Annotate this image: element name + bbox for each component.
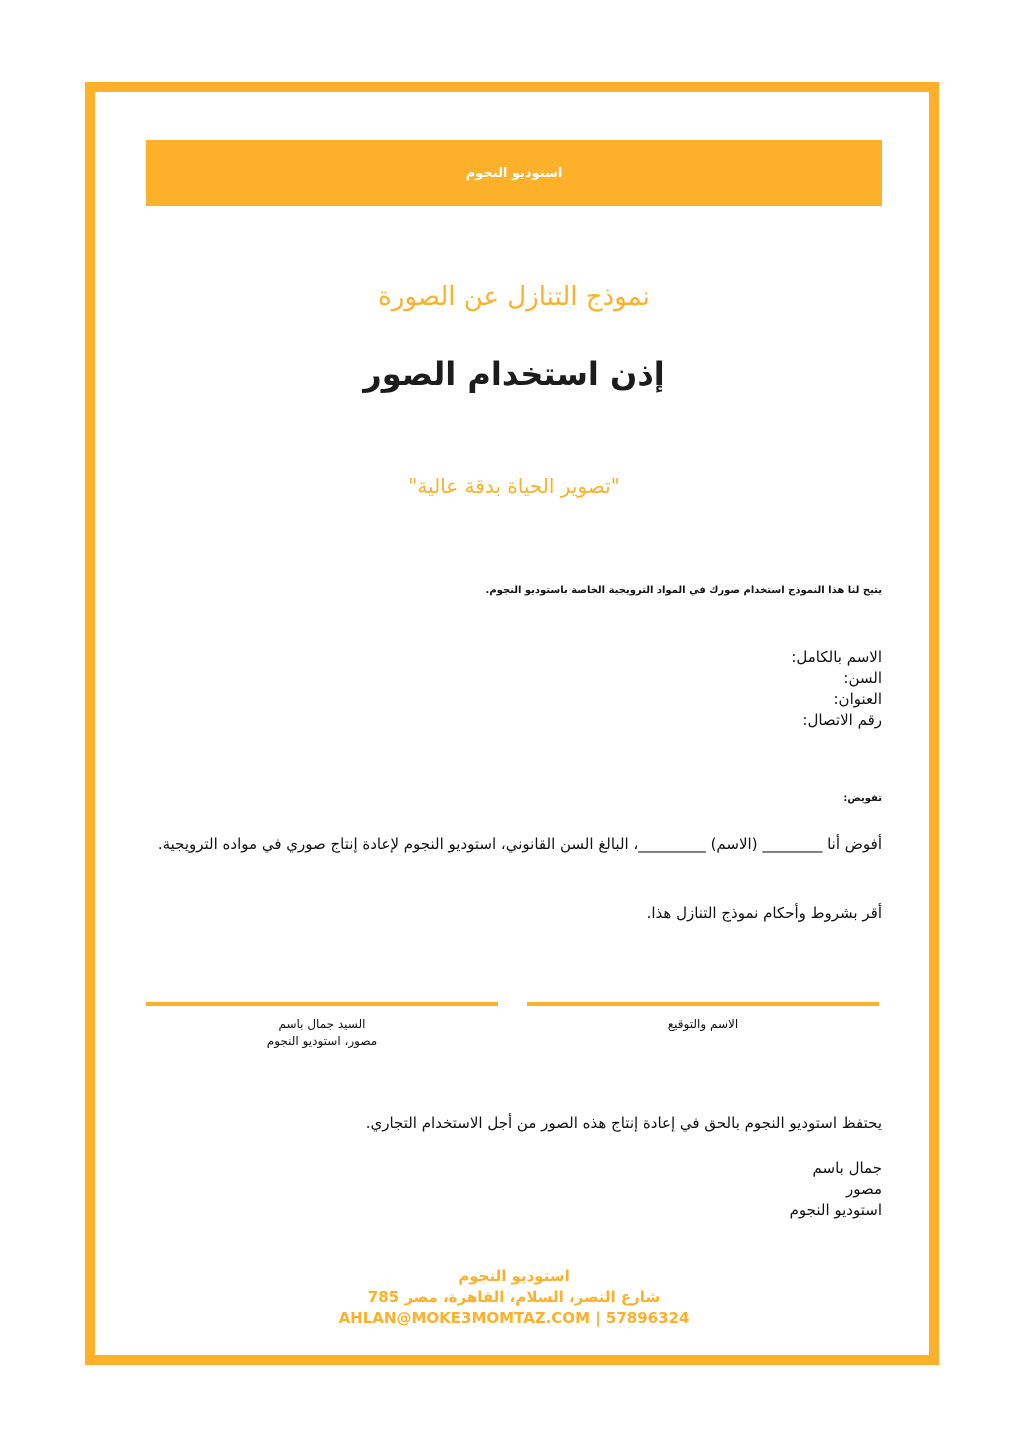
field-phone: رقم الاتصال:: [802, 711, 882, 729]
authorization-text: أفوض أنا ________ (الاسم) _________، البالغ السن القانوني، استوديو النجوم لإعادة إنتاج صوري في مواده الترويجية.: [157, 835, 882, 853]
authorization-label: تفويض:: [843, 793, 882, 804]
client-signature-label: الاسم والتوقيع: [667, 1017, 739, 1031]
field-age: السن:: [843, 669, 882, 687]
client-signature-caption: [527, 1016, 879, 1033]
header-studio-name: استوديو النجوم: [465, 165, 563, 181]
footer: [146, 1266, 882, 1329]
footer-studio-name: استوديو النجوم: [458, 1267, 570, 1285]
photographer-role: مصور، استوديو النجوم: [266, 1034, 378, 1048]
main-title: إذن استخدام الصور: [363, 355, 665, 393]
form-title: نموذج التنازل عن الصورة: [378, 282, 650, 312]
footer-contact: AHLAN@MOKE3MOMTAZ.COM | 57896324: [338, 1309, 690, 1327]
photographer-name: السيد جمال باسم: [278, 1017, 366, 1031]
rights-statement: يحتفظ استوديو النجوم بالحق في إعادة إنتاج هذه الصور من أجل الاستخدام التجاري.: [365, 1114, 882, 1132]
intro-text: يتيح لنا هذا النموذج استخدام صورك في المواد الترويجية الخاصة باستوديو النجوم.: [485, 585, 882, 596]
slogan: "تصوير الحياة بدقة عالية": [408, 474, 620, 498]
agreement-text: أقر بشروط وأحكام نموذج التنازل هذا.: [646, 904, 882, 922]
field-address: العنوان:: [833, 690, 882, 708]
header-bar: [146, 140, 882, 206]
signoff-role: مصور: [845, 1180, 882, 1198]
footer-address: 785 شارع النصر، السلام، القاهرة، مصر: [367, 1288, 661, 1306]
field-full-name: الاسم بالكامل:: [791, 648, 882, 666]
signoff-name: جمال باسم: [812, 1159, 882, 1177]
photographer-signature-caption: [146, 1016, 498, 1050]
signoff-studio: استوديو النجوم: [789, 1201, 882, 1219]
signoff: [146, 1158, 882, 1221]
personal-fields: [146, 647, 882, 731]
signature-line-photographer: [146, 1002, 498, 1006]
signature-line-client: [527, 1002, 879, 1006]
